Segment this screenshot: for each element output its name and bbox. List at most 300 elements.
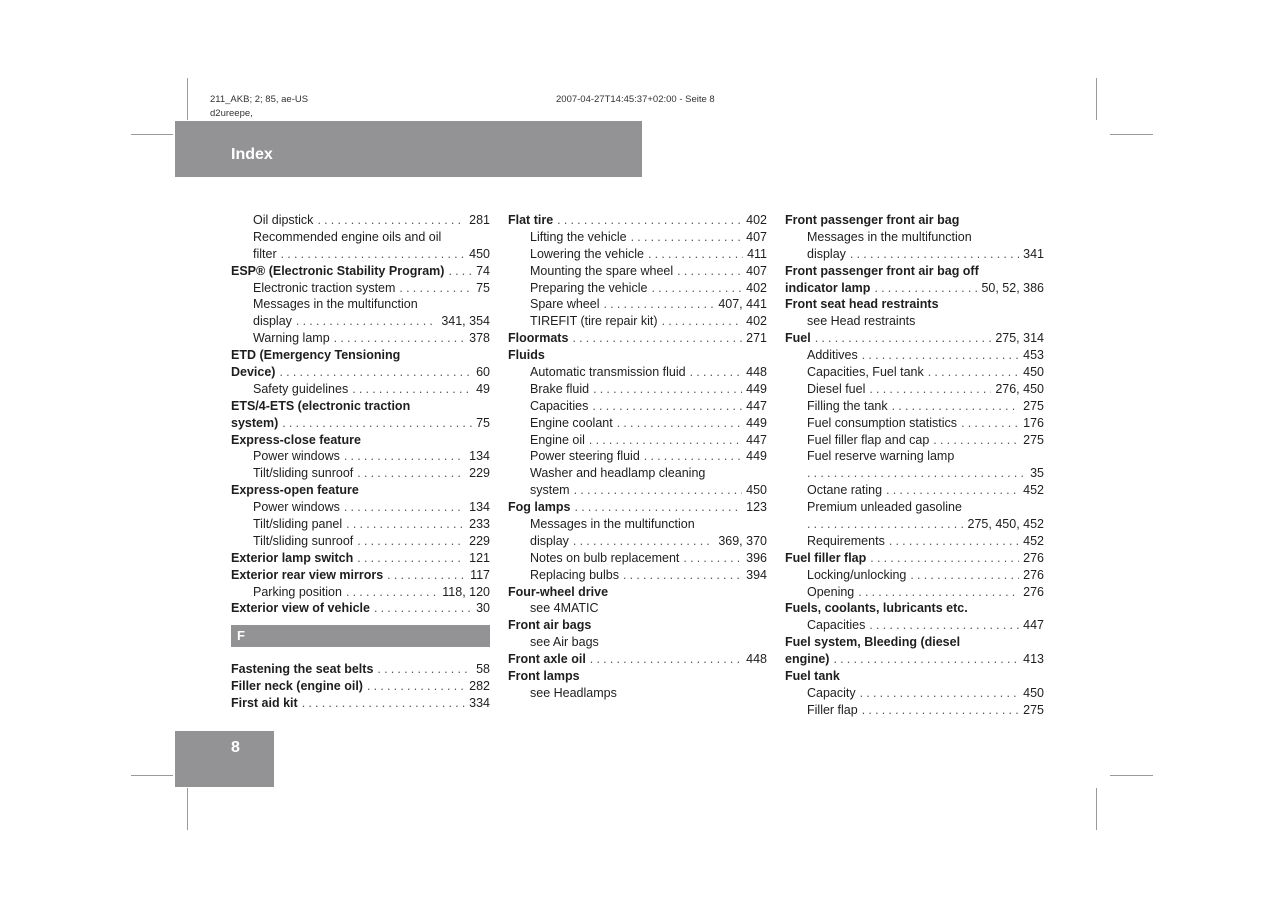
index-subentry bbox=[785, 415, 1044, 432]
index-subentry bbox=[231, 584, 490, 601]
entry-text: Mounting the spare wheel bbox=[530, 263, 674, 278]
index-subentry bbox=[508, 448, 767, 465]
index-subentry bbox=[785, 465, 1044, 482]
index-subentry bbox=[785, 448, 1044, 465]
dot-leader bbox=[933, 432, 1019, 449]
index-subentry bbox=[785, 432, 1044, 449]
page-reference: 411 bbox=[747, 246, 767, 261]
index-subentry bbox=[508, 415, 767, 432]
dot-leader bbox=[892, 398, 1020, 415]
page-reference: 448 bbox=[746, 652, 767, 667]
print-meta-right: 2007-04-27T14:45:37+02:00 - Seite 8 bbox=[556, 94, 715, 105]
entry-text: Messages in the multifunction bbox=[530, 517, 695, 532]
index-subentry bbox=[231, 381, 490, 398]
index-subentry bbox=[785, 482, 1044, 499]
entry-text: Warning lamp bbox=[253, 331, 330, 346]
dot-leader bbox=[357, 465, 465, 482]
entry-text: Exterior view of vehicle bbox=[231, 601, 370, 616]
index-entry bbox=[785, 212, 1044, 229]
index-subentry bbox=[785, 246, 1044, 263]
entry-text: Floormats bbox=[508, 331, 569, 346]
page-reference: 450 bbox=[469, 246, 490, 261]
entry-text: Diesel fuel bbox=[807, 381, 866, 396]
dot-leader bbox=[593, 381, 742, 398]
index-entry bbox=[508, 347, 767, 364]
page-title: Index bbox=[231, 146, 273, 163]
index-subentry bbox=[231, 280, 490, 297]
dot-leader bbox=[631, 229, 743, 246]
page-reference: 447 bbox=[746, 432, 767, 447]
crop-mark bbox=[131, 134, 173, 135]
entry-text: Exterior lamp switch bbox=[231, 550, 354, 565]
entry-text: Power windows bbox=[253, 449, 340, 464]
page-reference: 134 bbox=[469, 500, 490, 515]
index-subentry bbox=[231, 448, 490, 465]
index-entry bbox=[785, 600, 1044, 617]
entry-text: Filler neck (engine oil) bbox=[231, 679, 363, 694]
page-reference: 407, 441 bbox=[718, 297, 767, 312]
index-column-3 bbox=[785, 212, 1044, 719]
entry-text: Preparing the vehicle bbox=[530, 280, 648, 295]
entry-text: Front seat head restraints bbox=[785, 297, 939, 312]
entry-text: Power steering fluid bbox=[530, 449, 640, 464]
dot-leader bbox=[557, 212, 742, 229]
entry-text: Requirements bbox=[807, 533, 885, 548]
entry-text: Capacities bbox=[807, 618, 866, 633]
index-entry bbox=[231, 432, 490, 449]
entry-text: Safety guidelines bbox=[253, 381, 349, 396]
page-reference: 402 bbox=[746, 280, 767, 295]
entry-text: Fuel filler flap and cap bbox=[807, 432, 930, 447]
dot-leader bbox=[279, 364, 472, 381]
index-subentry bbox=[508, 398, 767, 415]
dot-leader bbox=[592, 398, 742, 415]
index-subentry bbox=[508, 432, 767, 449]
index-subentry bbox=[785, 313, 1044, 330]
entry-text: Express-close feature bbox=[231, 432, 361, 447]
page-reference: 281 bbox=[469, 213, 490, 227]
page-number: 8 bbox=[231, 739, 240, 756]
index-subentry bbox=[508, 567, 767, 584]
index-subentry bbox=[231, 516, 490, 533]
page-reference: 118, 120 bbox=[442, 584, 490, 599]
index-entry bbox=[508, 668, 767, 685]
page-reference: 35 bbox=[1030, 466, 1044, 481]
page-reference: 341, 354 bbox=[441, 314, 490, 329]
dot-leader bbox=[590, 651, 742, 668]
page-reference: 75 bbox=[476, 280, 490, 295]
index-subentry bbox=[508, 482, 767, 499]
dot-leader bbox=[850, 246, 1019, 263]
page-reference: 449 bbox=[746, 381, 767, 396]
entry-text: Fuel filler flap bbox=[785, 550, 867, 565]
index-subentry bbox=[785, 381, 1044, 398]
entry-text: display bbox=[530, 533, 569, 548]
dot-leader bbox=[807, 465, 1026, 482]
index-subentry bbox=[785, 533, 1044, 550]
dot-leader bbox=[648, 246, 743, 263]
page-reference: 413 bbox=[1023, 652, 1044, 667]
crop-mark bbox=[1096, 78, 1097, 120]
dot-leader bbox=[317, 212, 465, 229]
index-entry bbox=[231, 567, 490, 584]
print-meta-line2: d2ureepe, bbox=[210, 108, 253, 119]
index-subentry bbox=[785, 398, 1044, 415]
index-subentry bbox=[508, 533, 767, 550]
dot-leader bbox=[282, 415, 472, 432]
entry-text: system) bbox=[231, 415, 279, 430]
index-subentry bbox=[508, 634, 767, 651]
page-reference: 123 bbox=[746, 500, 767, 515]
page-reference: 282 bbox=[469, 679, 490, 694]
dot-leader bbox=[690, 364, 743, 381]
entry-text: display bbox=[253, 314, 292, 329]
crop-mark bbox=[131, 775, 173, 776]
page-reference: 450 bbox=[1023, 365, 1044, 380]
entry-text: Washer and headlamp cleaning bbox=[530, 466, 706, 481]
index-entry bbox=[508, 651, 767, 668]
dot-leader bbox=[862, 702, 1019, 719]
entry-text: Opening bbox=[807, 584, 855, 599]
page-reference: 229 bbox=[469, 533, 490, 548]
entry-text: Capacities bbox=[530, 398, 589, 413]
dot-leader bbox=[296, 313, 437, 330]
dot-leader bbox=[815, 330, 992, 347]
page-reference: 341 bbox=[1023, 246, 1044, 261]
entry-text: Fuel tank bbox=[785, 669, 840, 684]
entry-text: see Head restraints bbox=[807, 314, 916, 329]
index-entry bbox=[231, 678, 490, 695]
entry-text: Additives bbox=[807, 348, 858, 363]
entry-text: see Headlamps bbox=[530, 685, 617, 700]
print-meta-line1: 211_AKB; 2; 85, ae-US bbox=[210, 94, 309, 105]
entry-text: Filling the tank bbox=[807, 398, 888, 413]
index-subentry bbox=[785, 685, 1044, 702]
dot-leader bbox=[874, 280, 977, 297]
index-entry bbox=[231, 415, 490, 432]
page-reference: 271 bbox=[746, 331, 767, 346]
page-reference: 121 bbox=[469, 550, 490, 565]
index-subentry bbox=[785, 364, 1044, 381]
entry-text: Notes on bulb replacement bbox=[530, 550, 680, 565]
dot-leader bbox=[910, 567, 1019, 584]
dot-leader bbox=[860, 685, 1020, 702]
entry-text: Engine coolant bbox=[530, 415, 613, 430]
index-entry bbox=[785, 668, 1044, 685]
index-entry bbox=[785, 280, 1044, 297]
index-subentry bbox=[508, 364, 767, 381]
index-subentry bbox=[508, 229, 767, 246]
dot-leader bbox=[833, 651, 1019, 668]
index-subentry bbox=[508, 685, 767, 702]
page-reference: 396 bbox=[746, 550, 767, 565]
entry-text: Capacity bbox=[807, 685, 856, 700]
page-reference: 448 bbox=[746, 365, 767, 380]
index-entry bbox=[508, 212, 767, 229]
index-entry bbox=[785, 550, 1044, 567]
entry-text: Front passenger front air bag off bbox=[785, 263, 979, 278]
index-subentry bbox=[508, 550, 767, 567]
page-reference: 447 bbox=[1023, 618, 1044, 633]
index-entry bbox=[231, 695, 490, 712]
index-subentry bbox=[785, 516, 1044, 533]
index-column-1 bbox=[231, 212, 490, 712]
index-entry bbox=[508, 617, 767, 634]
page-reference: 407 bbox=[746, 263, 767, 278]
entry-text: Flat tire bbox=[508, 213, 554, 227]
dot-leader bbox=[334, 330, 465, 347]
page-reference: 402 bbox=[746, 314, 767, 329]
page-reference: 275 bbox=[1023, 432, 1044, 447]
entry-text: Lowering the vehicle bbox=[530, 246, 644, 261]
index-subentry bbox=[508, 516, 767, 533]
dot-leader bbox=[604, 296, 715, 313]
entry-text: Filler flap bbox=[807, 702, 858, 717]
entry-text: Front air bags bbox=[508, 618, 592, 633]
dot-leader bbox=[617, 415, 742, 432]
page-reference: 134 bbox=[469, 449, 490, 464]
dot-leader bbox=[651, 280, 742, 297]
entry-text: Fuel bbox=[785, 331, 811, 346]
entry-text: Fastening the seat belts bbox=[231, 662, 374, 677]
entry-text: Capacities, Fuel tank bbox=[807, 365, 924, 380]
entry-text: Locking/unlocking bbox=[807, 567, 907, 582]
dot-leader bbox=[387, 567, 466, 584]
page-reference: 276, 450 bbox=[995, 381, 1044, 396]
page-reference: 117 bbox=[470, 567, 490, 582]
page-reference: 233 bbox=[469, 517, 490, 532]
page-reference: 450 bbox=[1023, 685, 1044, 700]
index-entry bbox=[785, 651, 1044, 668]
page-reference: 74 bbox=[476, 263, 490, 278]
page-reference: 276 bbox=[1023, 550, 1044, 565]
entry-text: ESP® (Electronic Stability Program) bbox=[231, 263, 445, 278]
entry-text: engine) bbox=[785, 652, 830, 667]
entry-text: Engine oil bbox=[530, 432, 585, 447]
crop-mark bbox=[1110, 775, 1153, 776]
index-subentry bbox=[785, 499, 1044, 516]
entry-text: Parking position bbox=[253, 584, 342, 599]
dot-leader bbox=[377, 661, 472, 678]
entry-text: ETS/4-ETS (electronic traction bbox=[231, 398, 411, 413]
dot-leader bbox=[344, 448, 465, 465]
dot-leader bbox=[367, 678, 465, 695]
page-reference: 58 bbox=[476, 662, 490, 677]
entry-text: TIREFIT (tire repair kit) bbox=[530, 314, 658, 329]
index-entry bbox=[231, 600, 490, 617]
index-subentry bbox=[508, 381, 767, 398]
page-reference: 378 bbox=[469, 331, 490, 346]
entry-text: see 4MATIC bbox=[530, 601, 599, 616]
page-reference: 449 bbox=[746, 449, 767, 464]
entry-text: Electronic traction system bbox=[253, 280, 396, 295]
entry-text: Four-wheel drive bbox=[508, 584, 609, 599]
index-subentry bbox=[785, 702, 1044, 719]
header-bar bbox=[175, 121, 642, 177]
entry-text: Lifting the vehicle bbox=[530, 229, 627, 244]
dot-leader bbox=[961, 415, 1019, 432]
index-entry bbox=[231, 347, 490, 364]
dot-leader bbox=[574, 482, 743, 499]
dot-leader bbox=[862, 347, 1019, 364]
index-subentry bbox=[508, 313, 767, 330]
entry-text: Front lamps bbox=[508, 669, 580, 684]
dot-leader bbox=[572, 330, 742, 347]
entry-text: Messages in the multifunction bbox=[807, 229, 972, 244]
crop-mark bbox=[187, 78, 188, 120]
index-subentry bbox=[231, 533, 490, 550]
section-letter-bar: F bbox=[231, 625, 490, 647]
entry-text: Fuel consumption statistics bbox=[807, 415, 958, 430]
page-reference: 75 bbox=[476, 415, 490, 430]
dot-leader bbox=[870, 550, 1019, 567]
page-reference: 275 bbox=[1023, 398, 1044, 413]
dot-leader bbox=[869, 617, 1019, 634]
index-entry bbox=[231, 550, 490, 567]
index-entry bbox=[785, 296, 1044, 313]
dot-leader bbox=[346, 584, 438, 601]
index-subentry bbox=[785, 229, 1044, 246]
index-subentry bbox=[231, 465, 490, 482]
index-subentry bbox=[508, 296, 767, 313]
dot-leader bbox=[886, 482, 1019, 499]
index-subentry bbox=[508, 465, 767, 482]
crop-mark bbox=[1110, 134, 1153, 135]
crop-mark bbox=[187, 788, 188, 830]
page-reference: 276 bbox=[1023, 567, 1044, 582]
dot-leader bbox=[357, 533, 465, 550]
entry-text: First aid kit bbox=[231, 696, 298, 711]
index-subentry bbox=[231, 229, 490, 246]
page-reference: 276 bbox=[1023, 584, 1044, 599]
index-subentry bbox=[508, 280, 767, 297]
entry-text: Front passenger front air bag bbox=[785, 213, 960, 227]
dot-leader bbox=[589, 432, 742, 449]
index-subentry bbox=[231, 499, 490, 516]
dot-leader bbox=[448, 263, 472, 280]
entry-text: Recommended engine oils and oil bbox=[253, 229, 442, 244]
dot-leader bbox=[346, 516, 465, 533]
page-reference: 275, 450, 452 bbox=[967, 517, 1044, 532]
page-reference: 449 bbox=[746, 415, 767, 430]
index-subentry bbox=[508, 600, 767, 617]
page-reference: 447 bbox=[746, 398, 767, 413]
page-reference: 60 bbox=[476, 365, 490, 380]
entry-text: see Air bags bbox=[530, 635, 599, 650]
page-reference: 176 bbox=[1023, 415, 1044, 430]
dot-leader bbox=[281, 246, 466, 263]
dot-leader bbox=[344, 499, 465, 516]
dot-leader bbox=[374, 600, 472, 617]
dot-leader bbox=[677, 263, 742, 280]
index-subentry bbox=[785, 584, 1044, 601]
index-subentry bbox=[785, 567, 1044, 584]
page-reference: 275, 314 bbox=[995, 331, 1044, 346]
dot-leader bbox=[858, 584, 1019, 601]
entry-text: Fog lamps bbox=[508, 500, 571, 515]
index-entry bbox=[231, 398, 490, 415]
page-reference: 334 bbox=[469, 696, 490, 711]
page-reference: 369, 370 bbox=[718, 533, 767, 548]
dot-leader bbox=[869, 381, 991, 398]
index-entry bbox=[231, 263, 490, 280]
page-reference: 275 bbox=[1023, 702, 1044, 717]
dot-leader bbox=[807, 516, 964, 533]
entry-text: Fuel system, Bleeding (diesel bbox=[785, 635, 961, 650]
page-reference: 453 bbox=[1023, 348, 1044, 363]
index-subentry bbox=[508, 246, 767, 263]
index-subentry bbox=[231, 246, 490, 263]
entry-text: Fluids bbox=[508, 348, 545, 363]
dot-leader bbox=[573, 533, 714, 550]
entry-text: Tilt/sliding sunroof bbox=[253, 533, 354, 548]
index-entry bbox=[785, 330, 1044, 347]
page-reference: 402 bbox=[746, 213, 767, 227]
page-reference: 452 bbox=[1023, 483, 1044, 498]
index-column-2 bbox=[508, 212, 767, 702]
dot-leader bbox=[352, 381, 472, 398]
dot-leader bbox=[683, 550, 742, 567]
entry-text: system bbox=[530, 483, 570, 498]
entry-text: Oil dipstick bbox=[253, 213, 314, 227]
entry-text: Exterior rear view mirrors bbox=[231, 567, 384, 582]
index-subentry bbox=[231, 296, 490, 313]
page-reference: 450 bbox=[746, 483, 767, 498]
entry-text: Octane rating bbox=[807, 483, 883, 498]
dot-leader bbox=[623, 567, 742, 584]
index-entry bbox=[231, 482, 490, 499]
entry-text: Messages in the multifunction bbox=[253, 297, 418, 312]
entry-text: Power windows bbox=[253, 500, 340, 515]
entry-text: Device) bbox=[231, 365, 276, 380]
entry-text: Replacing bulbs bbox=[530, 567, 619, 582]
page-reference: 452 bbox=[1023, 533, 1044, 548]
index-subentry bbox=[231, 330, 490, 347]
dot-leader bbox=[662, 313, 743, 330]
entry-text: Fuels, coolants, lubricants etc. bbox=[785, 601, 968, 616]
index-subentry bbox=[508, 263, 767, 280]
dot-leader bbox=[357, 550, 465, 567]
index-entry bbox=[508, 330, 767, 347]
entry-text: Tilt/sliding sunroof bbox=[253, 466, 354, 481]
entry-text: Express-open feature bbox=[231, 483, 359, 498]
page-reference: 229 bbox=[469, 466, 490, 481]
dot-leader bbox=[575, 499, 743, 516]
dot-leader bbox=[928, 364, 1019, 381]
entry-text: Tilt/sliding panel bbox=[253, 517, 343, 532]
dot-leader bbox=[399, 280, 472, 297]
index-subentry bbox=[785, 347, 1044, 364]
crop-mark bbox=[1096, 788, 1097, 830]
page-reference: 49 bbox=[476, 381, 490, 396]
page-reference: 30 bbox=[476, 601, 490, 616]
page-number-box bbox=[175, 731, 274, 787]
page-reference: 407 bbox=[746, 229, 767, 244]
page-reference: 394 bbox=[746, 567, 767, 582]
index-entry bbox=[231, 661, 490, 678]
page-reference: 50, 52, 386 bbox=[981, 280, 1044, 295]
entry-text: filter bbox=[253, 246, 277, 261]
index-entry bbox=[785, 263, 1044, 280]
entry-text: Brake fluid bbox=[530, 381, 590, 396]
entry-text: Front axle oil bbox=[508, 652, 586, 667]
entry-text: ETD (Emergency Tensioning bbox=[231, 348, 401, 363]
dot-leader bbox=[644, 448, 742, 465]
dot-leader bbox=[889, 533, 1019, 550]
entry-text: Spare wheel bbox=[530, 297, 600, 312]
index-subentry bbox=[231, 212, 490, 229]
index-entry bbox=[785, 634, 1044, 651]
